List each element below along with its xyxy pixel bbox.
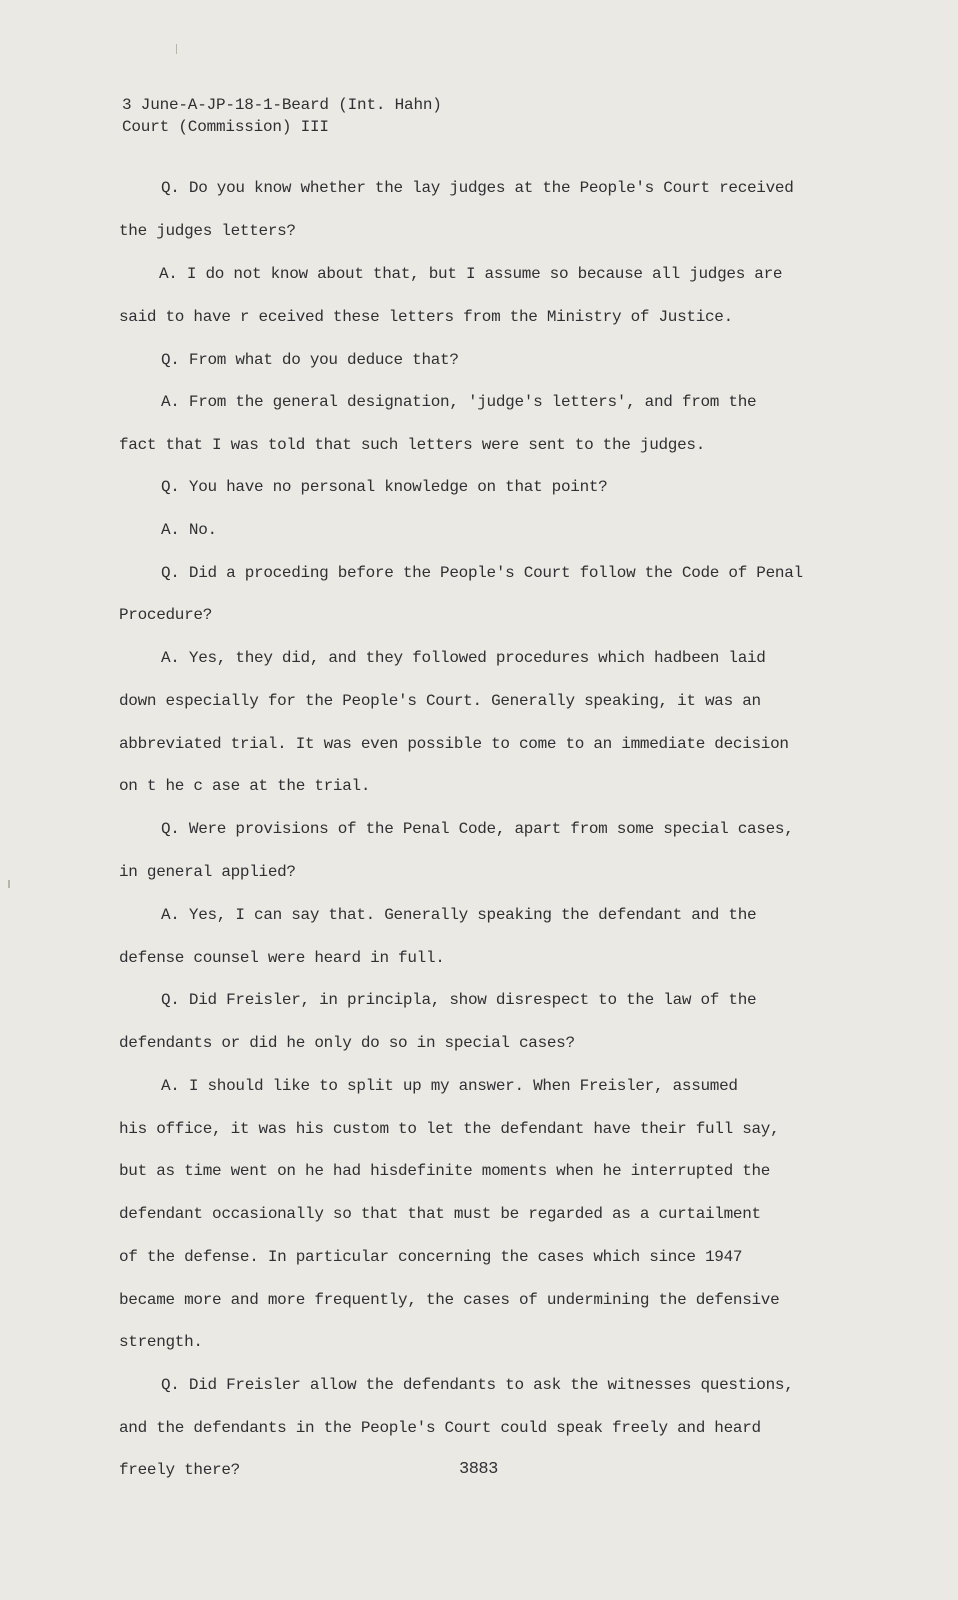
- text-line: became more and more frequently, the cases of undermining the defensive: [119, 1291, 780, 1309]
- text-line: defense counsel were heard in full.: [119, 949, 445, 967]
- text-line: A. I do not know about that, but I assume so because all judges are: [159, 265, 783, 283]
- text-line: Q. Do you know whether the lay judges at the People's Court received: [161, 179, 794, 197]
- text-line: defendants or did he only do so in special cases?: [119, 1034, 575, 1052]
- page-number: 3883: [459, 1460, 498, 1479]
- text-line: defendant occasionally so that that must be regarded as a curtailment: [119, 1205, 761, 1223]
- header-court-line: Court (Commission) III: [122, 118, 329, 136]
- text-line: but as time went on he had hisdefinite moments when he interrupted the: [119, 1162, 771, 1180]
- text-line: Q. Did a proceding before the People's Court follow the Code of Penal: [161, 564, 803, 582]
- text-line: and the defendants in the People's Court could speak freely and heard: [119, 1419, 761, 1437]
- text-line: A. I should like to split up my answer. When Freisler, assumed: [161, 1077, 738, 1095]
- text-line: Procedure?: [119, 606, 213, 624]
- paper-fold-mark: [176, 44, 177, 54]
- text-line: Q. Did Freisler allow the defendants to ask the witnesses questions,: [161, 1376, 794, 1394]
- text-line: his office, it was his custom to let the defendant have their full say,: [119, 1120, 780, 1138]
- text-line: abbreviated trial. It was even possible to come to an immediate decision: [119, 735, 789, 753]
- text-line: on t he c ase at the trial.: [119, 777, 371, 795]
- text-line: freely there?: [119, 1461, 240, 1479]
- text-line: Q. Were provisions of the Penal Code, apart from some special cases,: [161, 820, 794, 838]
- text-line: fact that I was told that such letters were sent to the judges.: [119, 436, 705, 454]
- text-line: Q. Did Freisler, in principla, show disrespect to the law of the: [161, 991, 757, 1009]
- text-line: strength.: [119, 1333, 203, 1351]
- text-line: A. From the general designation, 'judge's letters', and from the: [161, 393, 757, 411]
- paper-fold-mark: [8, 880, 10, 888]
- text-line: A. No.: [161, 521, 217, 539]
- header-reference-line: 3 June-A-JP-18-1-Beard (Int. Hahn): [122, 96, 442, 114]
- text-line: in general applied?: [119, 863, 296, 881]
- text-line: said to have r eceived these letters from the Ministry of Justice.: [119, 308, 733, 326]
- text-line: Q. You have no personal knowledge on that point?: [161, 478, 608, 496]
- text-line: A. Yes, I can say that. Generally speaking the defendant and the: [161, 906, 757, 924]
- text-line: the judges letters?: [119, 222, 296, 240]
- text-line: of the defense. In particular concerning the cases which since 1947: [119, 1248, 743, 1266]
- text-line: down especially for the People's Court. Generally speaking, it was an: [119, 692, 761, 710]
- document-header: [122, 94, 442, 138]
- text-line: Q. From what do you deduce that?: [161, 351, 459, 369]
- text-line: A. Yes, they did, and they followed procedures which hadbeen laid: [161, 649, 766, 667]
